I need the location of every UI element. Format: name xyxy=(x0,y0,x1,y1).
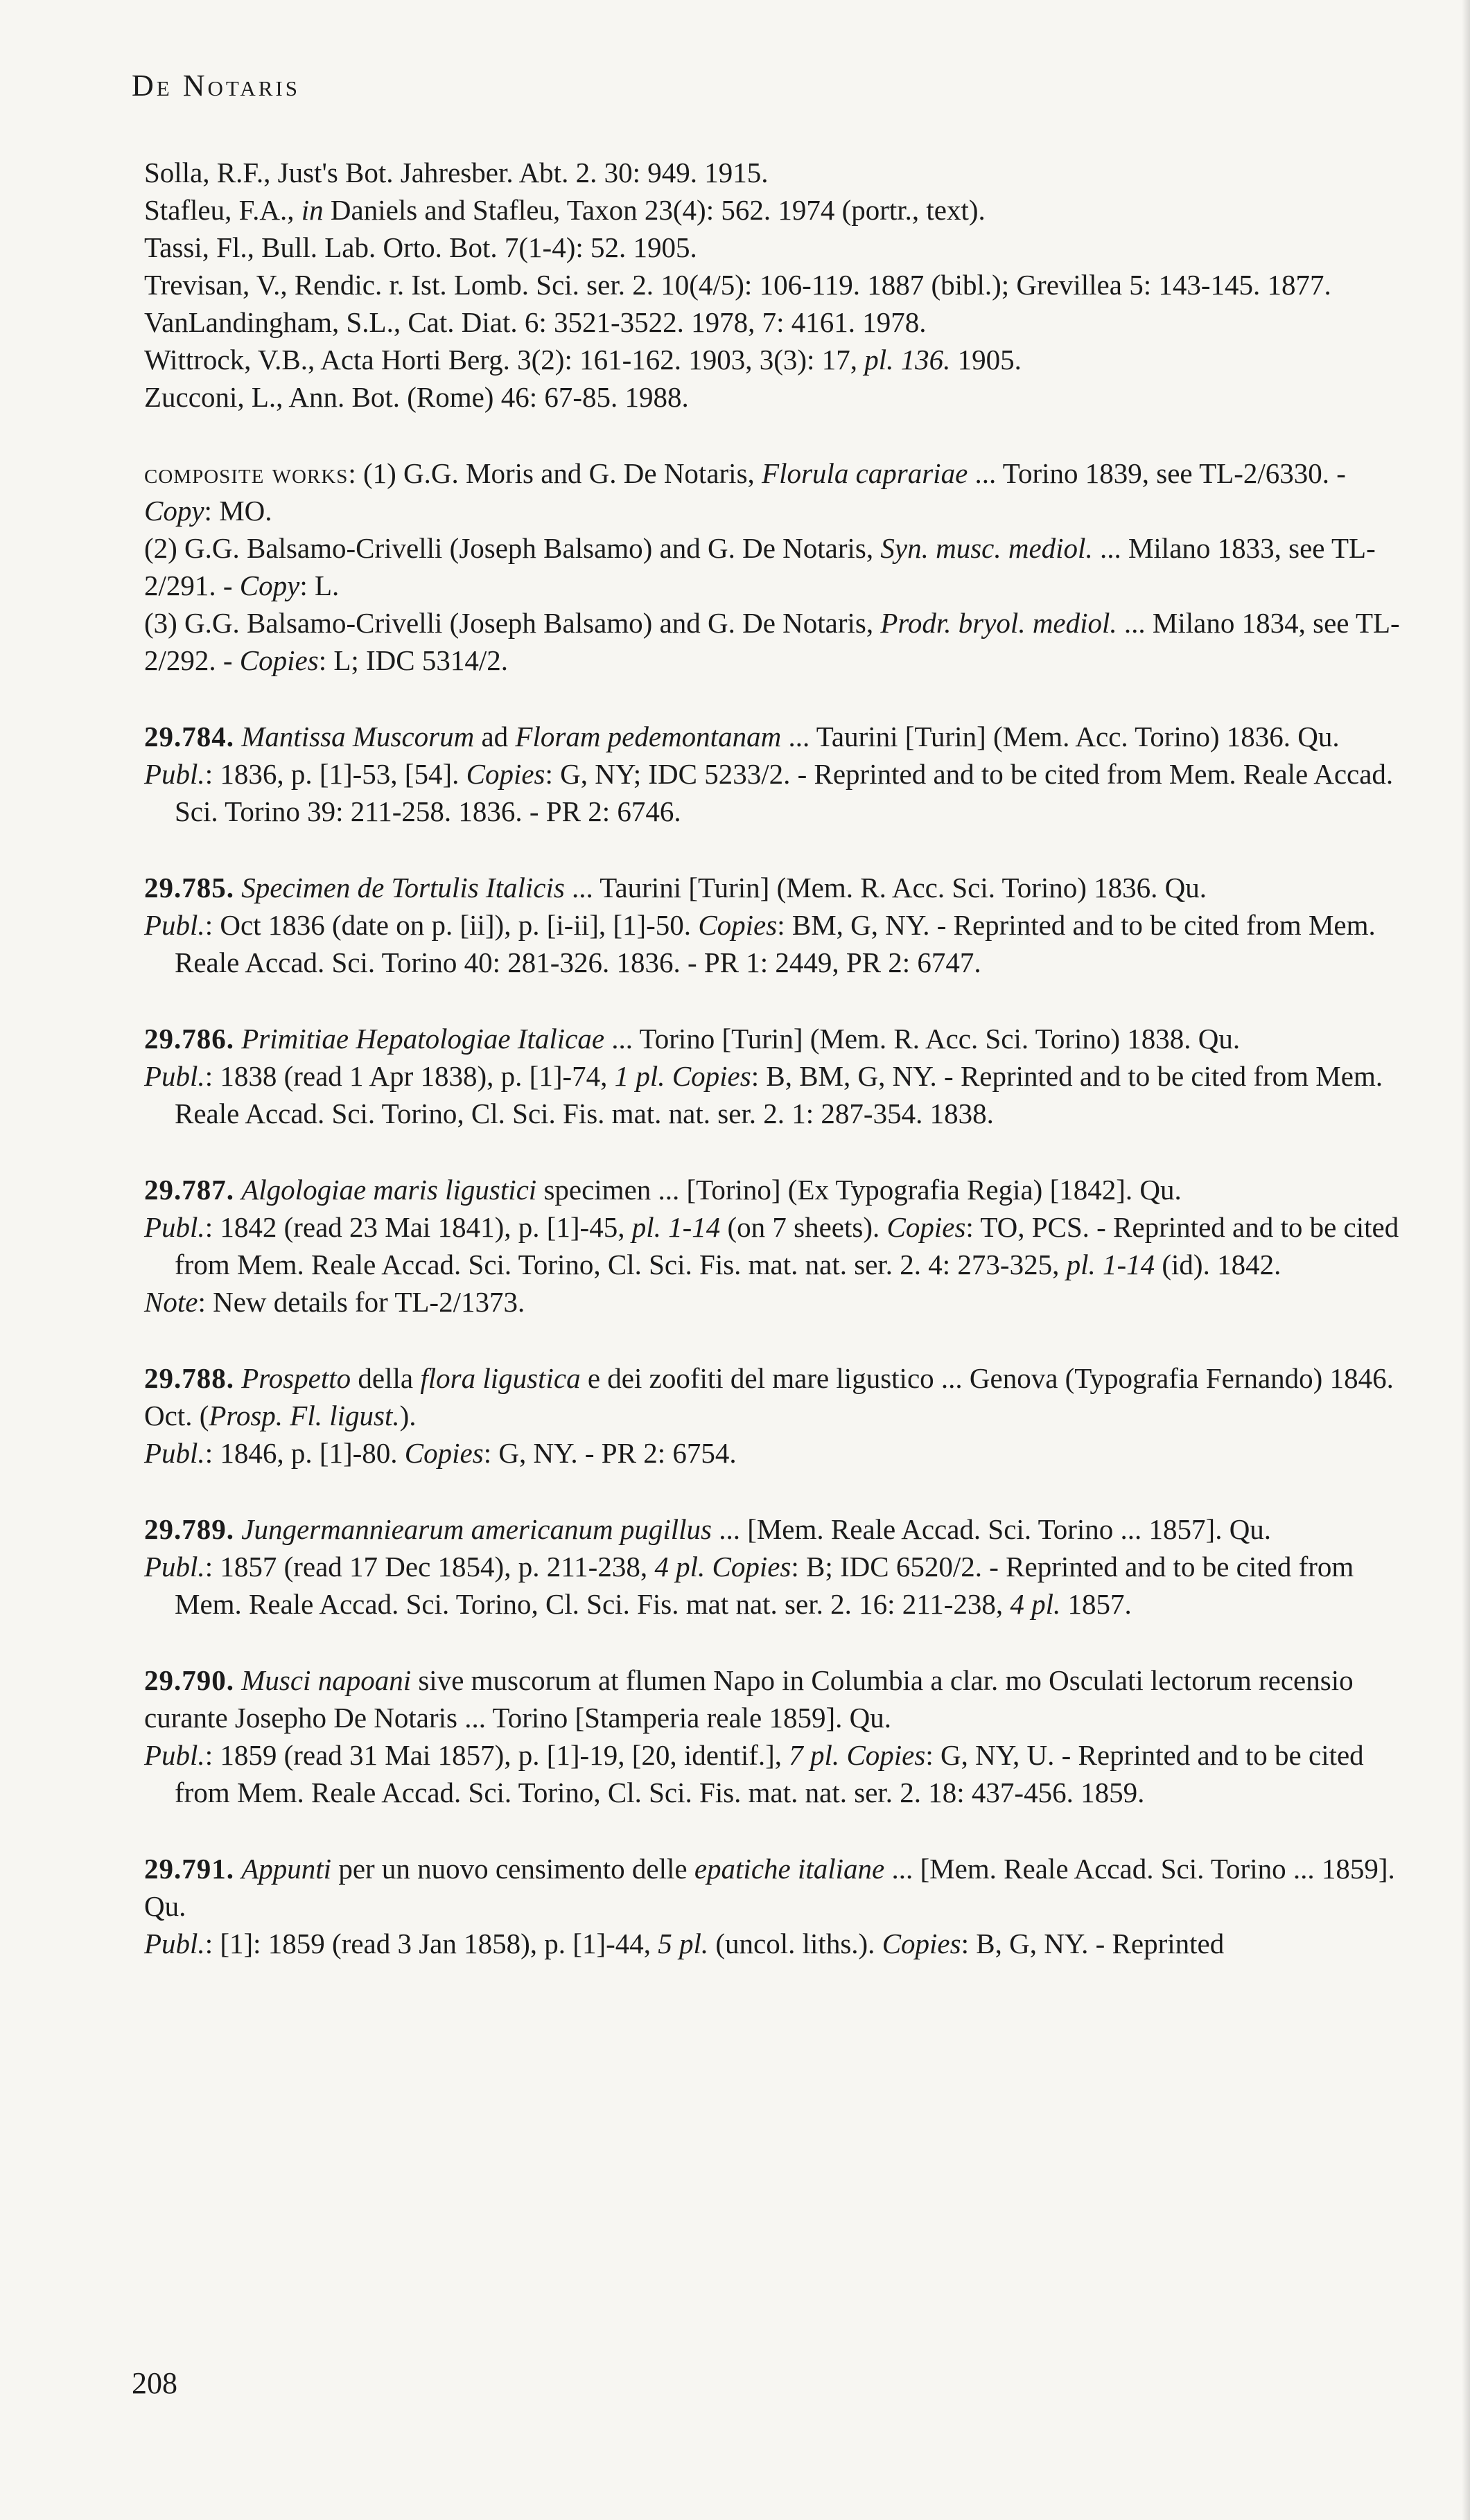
entry-29-789 xyxy=(144,1510,1404,1623)
entry-note: Note: New details for TL-2/1373. xyxy=(144,1286,525,1318)
entry-29-788 xyxy=(144,1359,1404,1472)
entry-29-785 xyxy=(144,869,1404,981)
entry-29-787 xyxy=(144,1171,1404,1321)
entry-publication: Publ.: [1]: 1859 (read 3 Jan 1858), p. [1]-44, 5 pl. (uncol. liths.). Copies: B, G, NY. - Reprinted xyxy=(144,1928,1225,1959)
entry-title: 29.790. Musci napoani sive muscorum at flumen Napo in Columbia a clar. mo Osculati lectorum recensio curante Josepho De Notaris ... Torino [Stamperia reale 1859]. Qu. xyxy=(144,1664,1354,1734)
reference-wittrock: Wittrock, V.B., Acta Horti Berg. 3(2): 161-162. 1903, 3(3): 17, pl. 136. 1905. xyxy=(144,344,1022,376)
entry-29-784 xyxy=(144,718,1404,830)
page-edge-shadow xyxy=(1462,0,1470,2520)
reference-trevisan: Trevisan, V., Rendic. r. Ist. Lomb. Sci. ser. 2. 10(4/5): 106-119. 1887 (bibl.); Grevillea 5: 143-145. 1877. xyxy=(144,269,1331,301)
entry-publication: Publ.: 1846, p. [1]-80. Copies: G, NY. - PR 2: 6754. xyxy=(144,1437,737,1469)
composite-work-3: (3) G.G. Balsamo-Crivelli (Joseph Balsamo) and G. De Notaris, Prodr. bryol. mediol. ... Milano 1834, see TL-2/292. - Copies: L; IDC 5314/2. xyxy=(144,607,1400,676)
reference-stafleu: Stafleu, F.A., in Daniels and Stafleu, Taxon 23(4): 562. 1974 (portr., text). xyxy=(144,194,986,226)
reference-solla: Solla, R.F., Just's Bot. Jahresber. Abt. 2. 30: 949. 1915. xyxy=(144,157,769,188)
reference-vanlandingham: VanLandingham, S.L., Cat. Diat. 6: 3521-3522. 1978, 7: 4161. 1978. xyxy=(144,306,927,338)
reference-tassi: Tassi, Fl., Bull. Lab. Orto. Bot. 7(1-4): 52. 1905. xyxy=(144,231,697,263)
entry-title: 29.789. Jungermanniearum americanum pugillus ... [Mem. Reale Accad. Sci. Torino ... 1857]. Qu. xyxy=(144,1513,1272,1545)
entry-title: 29.784. Mantissa Muscorum ad Floram pedemontanam ... Taurini [Turin] (Mem. Acc. Torino) 1836. Qu. xyxy=(144,721,1340,752)
entry-29-791 xyxy=(144,1850,1404,1962)
entry-title: 29.787. Algologiae maris ligustici specimen ... [Torino] (Ex Typografia Regia) [1842]. Qu. xyxy=(144,1174,1182,1206)
entry-29-786 xyxy=(144,1020,1404,1132)
entry-publication: Publ.: 1857 (read 17 Dec 1854), p. 211-238, 4 pl. Copies: B; IDC 6520/2. - Reprinted and to be cited from Mem. Reale Accad. Sci. Torino, Cl. Sci. Fis. mat nat. ser. 2. 16: 211-238, 4 pl. 1857. xyxy=(144,1551,1354,1620)
entry-publication: Publ.: 1859 (read 31 Mai 1857), p. [1]-19, [20, identif.], 7 pl. Copies: G, NY, U. - Reprinted and to be cited from Mem. Reale Accad. Sci. Torino, Cl. Sci. Fis. mat. nat. ser. 2. 18: 437-456. 1859. xyxy=(144,1739,1364,1808)
running-head: De Notaris xyxy=(132,69,300,103)
entry-publication: Publ.: 1838 (read 1 Apr 1838), p. [1]-74, 1 pl. Copies: B, BM, G, NY. - Reprinted and to be cited from Mem. Reale Accad. Sci. Torino, Cl. Sci. Fis. mat. nat. ser. 2. 1: 287-354. 1838. xyxy=(144,1060,1383,1129)
entry-title: 29.785. Specimen de Tortulis Italicis ... Taurini [Turin] (Mem. R. Acc. Sci. Torino) 1836. Qu. xyxy=(144,872,1207,904)
composite-works xyxy=(144,455,1404,679)
entry-title: 29.786. Primitiae Hepatologiae Italicae ... Torino [Turin] (Mem. R. Acc. Sci. Torino) 1838. Qu. xyxy=(144,1023,1241,1055)
entry-publication: Publ.: 1836, p. [1]-53, [54]. Copies: G, NY; IDC 5233/2. - Reprinted and to be cited from Mem. Reale Accad. Sci. Torino 39: 211-258. 1836. - PR 2: 6746. xyxy=(144,758,1394,827)
entry-publication: Publ.: Oct 1836 (date on p. [ii]), p. [i-ii], [1]-50. Copies: BM, G, NY. - Reprinted and to be cited from Mem. Reale Accad. Sci. Torino 40: 281-326. 1836. - PR 1: 2449, PR 2: 6747. xyxy=(144,909,1376,978)
composite-work-1: composite works: (1) G.G. Moris and G. De Notaris, Florula caprariae ... Torino 1839, see TL-2/6330. - Copy: MO. xyxy=(144,457,1346,527)
entry-29-790 xyxy=(144,1662,1404,1811)
page-number: 208 xyxy=(132,2366,177,2400)
reference-zucconi: Zucconi, L., Ann. Bot. (Rome) 46: 67-85. 1988. xyxy=(144,381,689,413)
entry-title: 29.791. Appunti per un nuovo censimento delle epatiche italiane ... [Mem. Reale Accad. Sci. Torino ... 1859]. Qu. xyxy=(144,1853,1395,1922)
composite-work-2: (2) G.G. Balsamo-Crivelli (Joseph Balsamo) and G. De Notaris, Syn. musc. mediol. ... Milano 1833, see TL-2/291. - Copy: L. xyxy=(144,532,1376,601)
entry-publication: Publ.: 1842 (read 23 Mai 1841), p. [1]-45, pl. 1-14 (on 7 sheets). Copies: TO, PCS. - Reprinted and to be cited from Mem. Reale Accad. Sci. Torino, Cl. Sci. Fis. mat. nat. ser. 2. 4: 273-325, pl. 1-14 (id). 1842. xyxy=(144,1211,1399,1280)
text-block xyxy=(144,154,1404,1962)
entry-title: 29.788. Prospetto della flora ligustica e dei zoofiti del mare ligustico ... Genova (Typografia Fernando) 1846. Oct. (Prosp. Fl. ligust.). xyxy=(144,1362,1394,1431)
